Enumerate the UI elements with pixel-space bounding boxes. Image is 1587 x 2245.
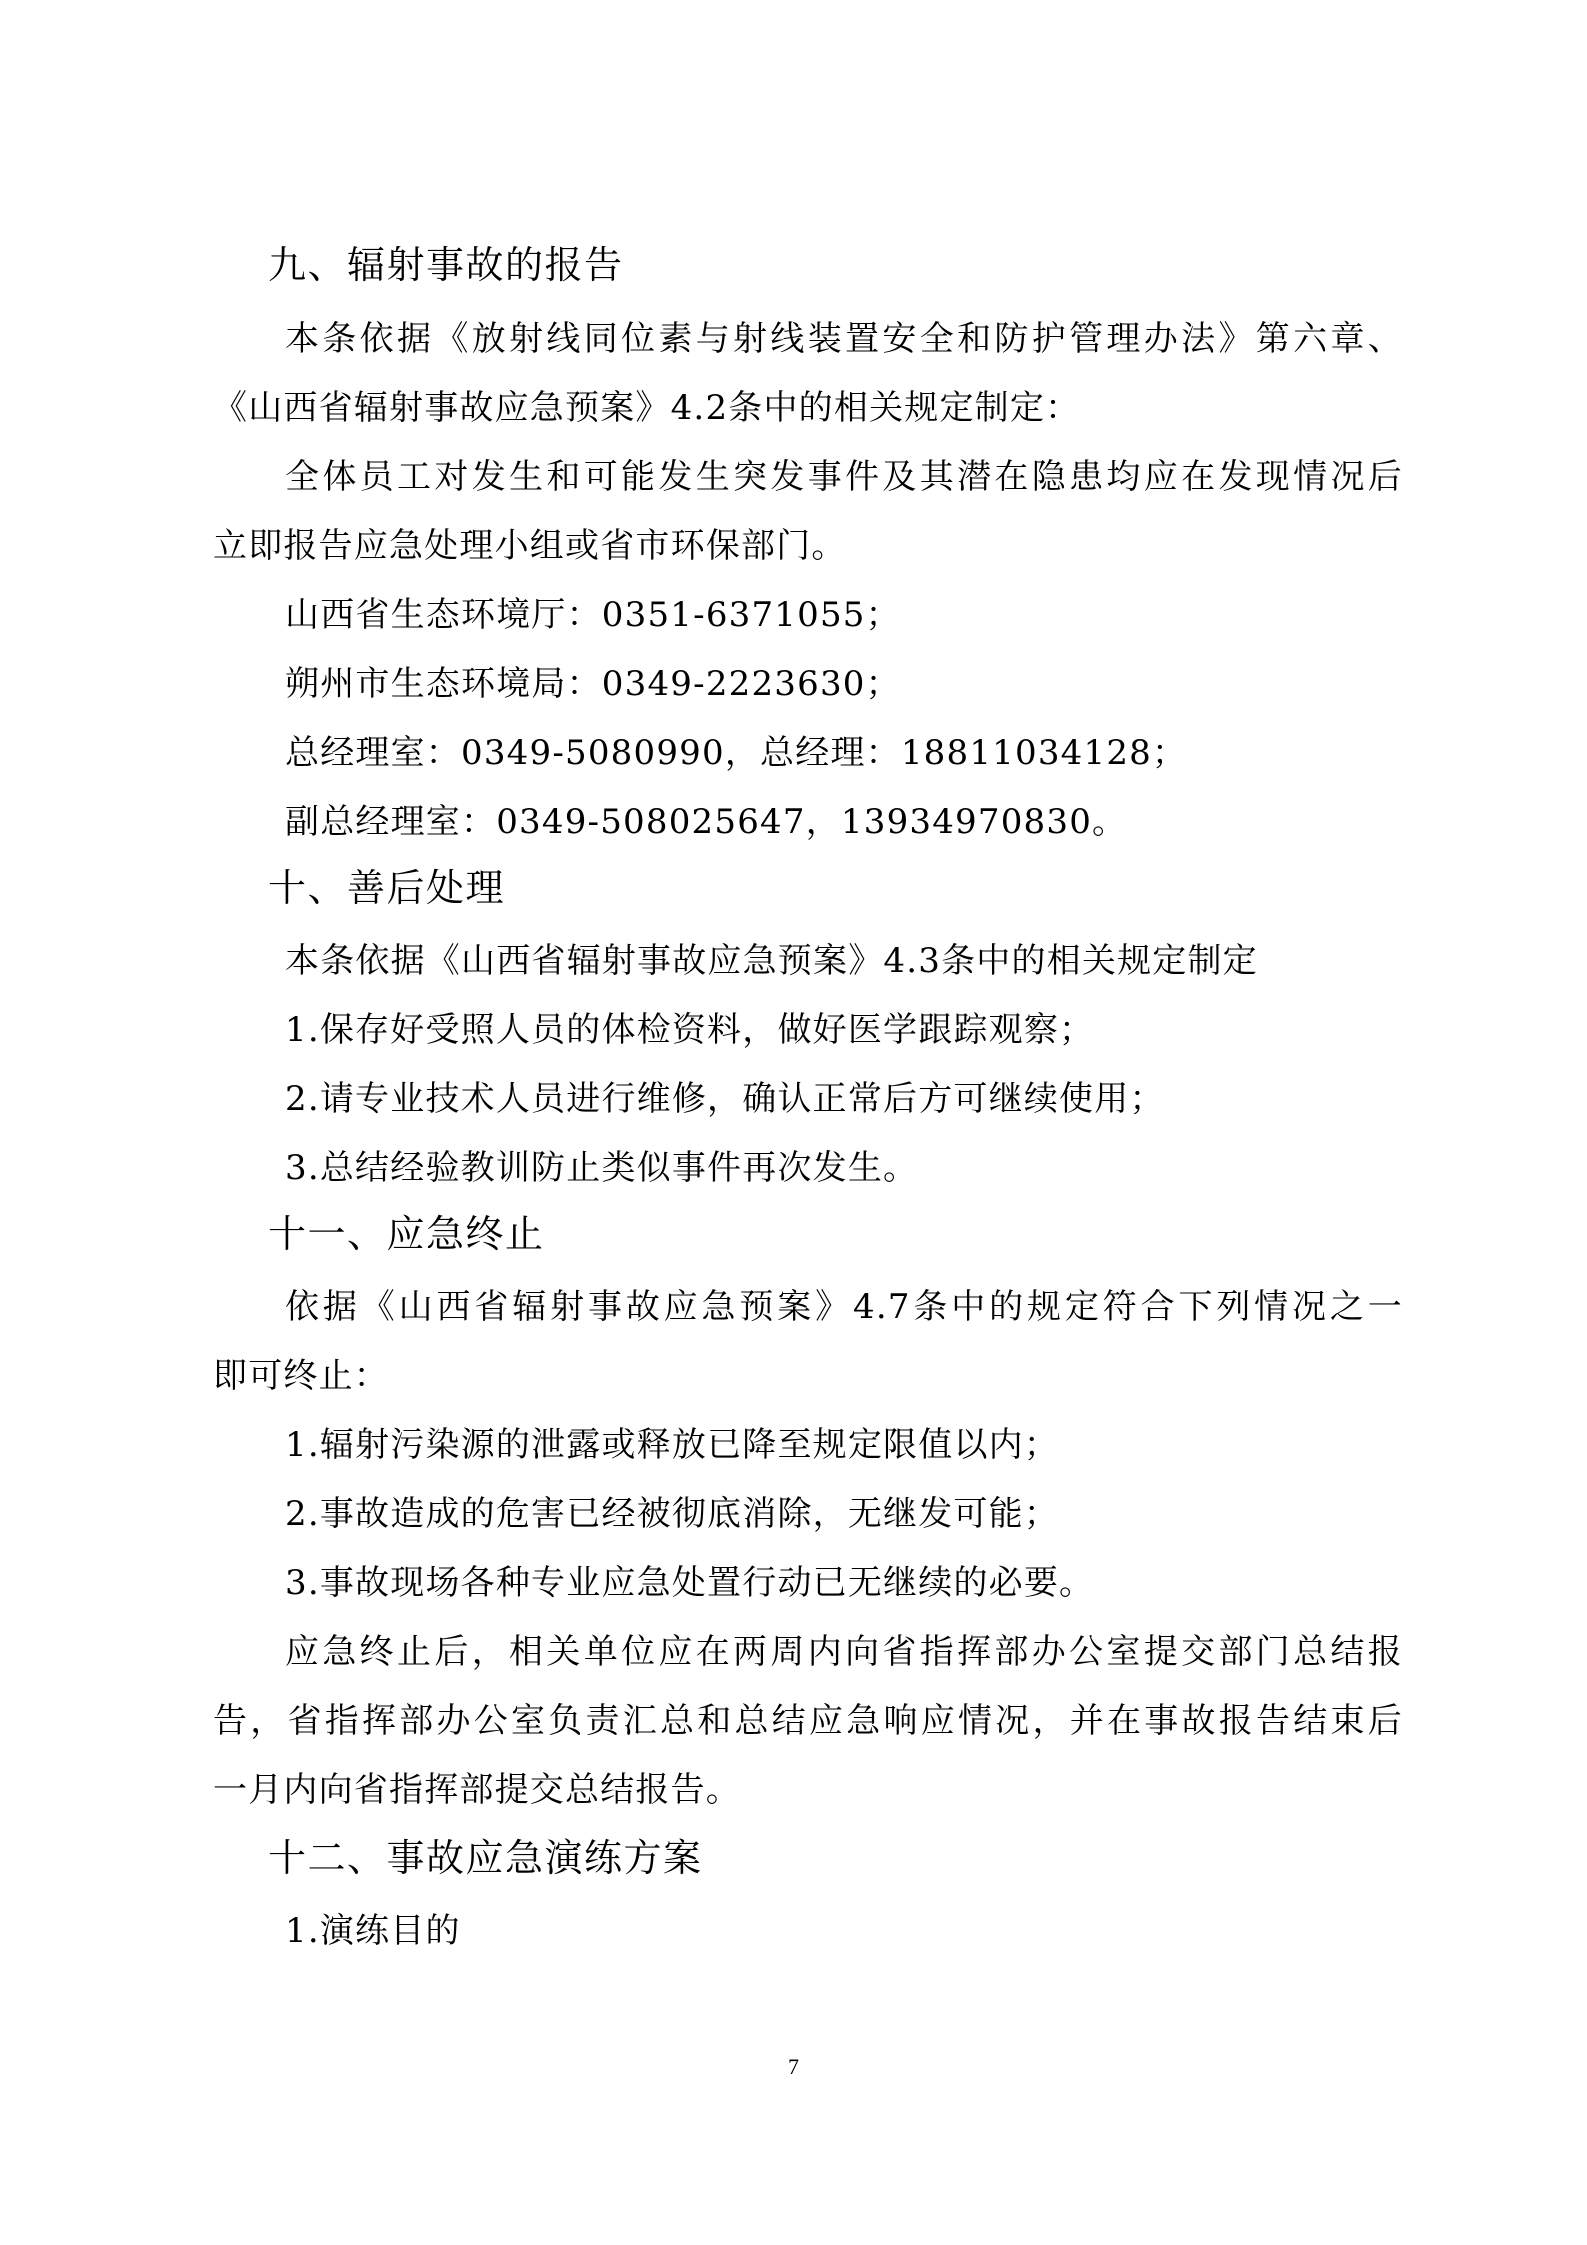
paragraph-line: 一月内向省指挥部提交总结报告。 (213, 1770, 741, 1810)
section-heading-10: 十、善后处理 (268, 866, 506, 910)
contact-line: 总经理室：0349-5080990，总经理：18811034128； (285, 733, 1188, 773)
contact-line: 朔州市生态环境局：0349-2223630； (285, 664, 901, 704)
paragraph-line: 《山西省辐射事故应急预案》4.2条中的相关规定制定： (213, 388, 1081, 428)
paragraph-line: 告，省指挥部办公室负责汇总和总结应急响应情况，并在事故报告结束后 (213, 1701, 1403, 1741)
paragraph-line: 即可终止： (213, 1356, 389, 1396)
section-heading-12: 十二、事故应急演练方案 (268, 1836, 703, 1880)
paragraph-line: 立即报告应急处理小组或省市环保部门。 (213, 526, 847, 566)
contact-line: 山西省生态环境厅：0351-6371055； (285, 595, 901, 635)
page-number: 7 (788, 2054, 799, 2079)
paragraph-line: 应急终止后，相关单位应在两周内向省指挥部办公室提交部门总结报 (285, 1632, 1403, 1672)
contact-line: 副总经理室：0349-508025647，13934970830。 (285, 802, 1128, 842)
list-item: 3.事故现场各种专业应急处置行动已无继续的必要。 (285, 1563, 1095, 1603)
list-item: 3.总结经验教训防止类似事件再次发生。 (285, 1148, 919, 1188)
paragraph-line: 本条依据《放射线同位素与射线装置安全和防护管理办法》第六章、 (285, 319, 1403, 359)
list-item: 1.演练目的 (285, 1911, 461, 1951)
paragraph-line: 依据《山西省辐射事故应急预案》4.7条中的规定符合下列情况之一 (285, 1287, 1403, 1327)
list-item: 1.辐射污染源的泄露或释放已降至规定限值以内； (285, 1425, 1060, 1465)
paragraph-line: 本条依据《山西省辐射事故应急预案》4.3条中的相关规定制定 (285, 941, 1258, 981)
list-item: 1.保存好受照人员的体检资料，做好医学跟踪观察； (285, 1010, 1095, 1050)
list-item: 2.请专业技术人员进行维修，确认正常后方可继续使用； (285, 1079, 1165, 1119)
paragraph-line: 全体员工对发生和可能发生突发事件及其潜在隐患均应在发现情况后 (285, 457, 1403, 497)
section-heading-11: 十一、应急终止 (268, 1212, 545, 1256)
section-heading-9: 九、辐射事故的报告 (268, 243, 624, 287)
list-item: 2.事故造成的危害已经被彻底消除，无继发可能； (285, 1494, 1060, 1534)
